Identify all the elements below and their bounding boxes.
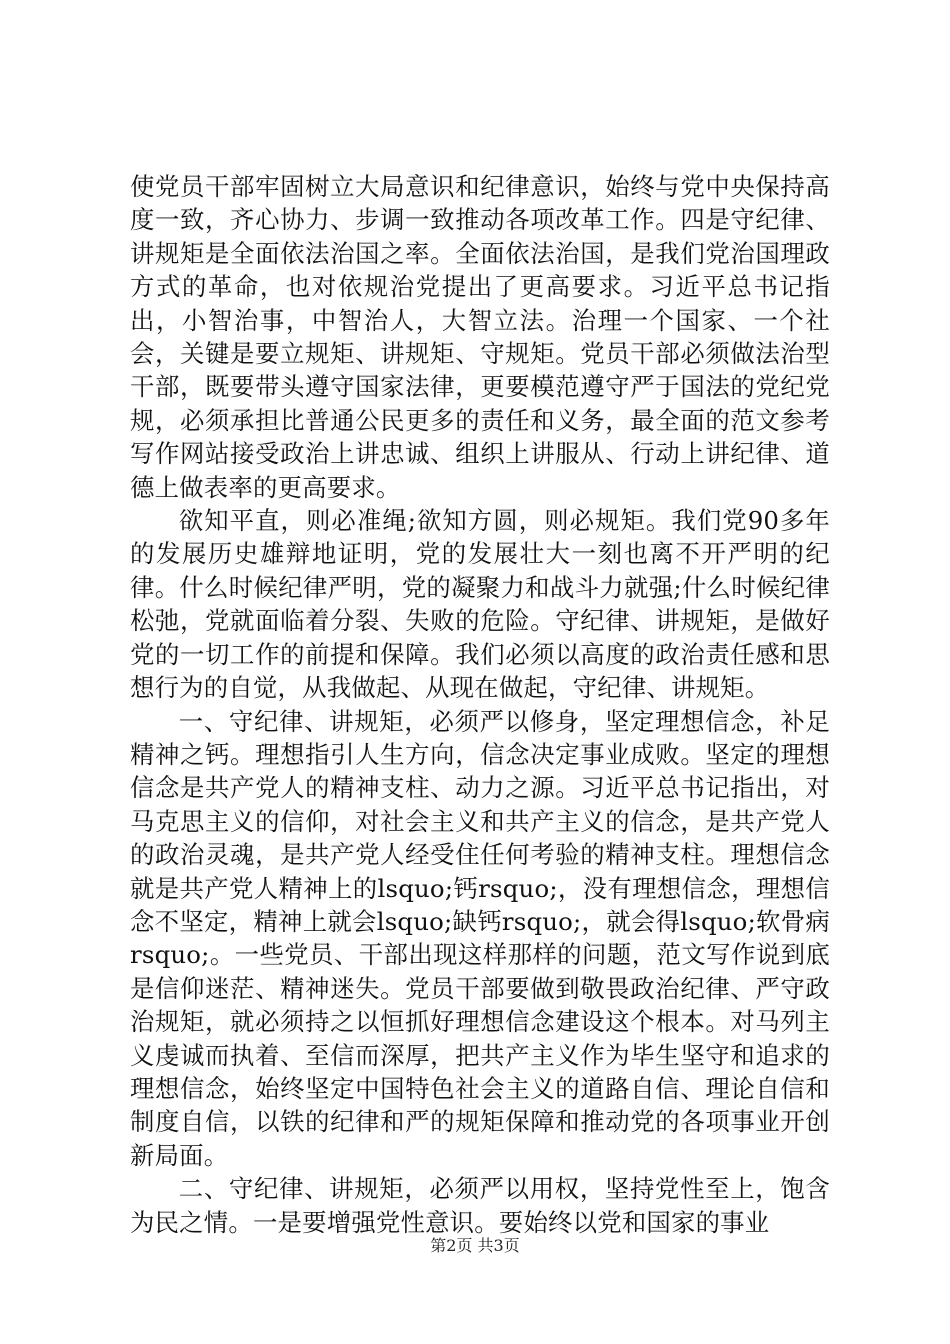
page-footer: 第2页 共3页 xyxy=(430,1236,520,1255)
paragraph-4: 二、守纪律、讲规矩，必须严以用权，坚持党性至上，饱含为民之情。一是要增强党性意识。要始终以党和国家的事业 xyxy=(130,1174,830,1237)
paragraph-1: 使党员干部牢固树立大局意识和纪律意识，始终与党中央保持高度一致，齐心协力、步调一致推动各项改革工作。四是守纪律、讲规矩是全面依法治国之率。全面依法治国，是我们党治国理政方式的革命，也对依规治党提出了更高要求。习近平总书记指出，小智治事，中智治人，大智立法。治理一个国家、一个社会，关键是要立规矩、讲规矩、守规矩。党员干部必须做法治型干部，既要带头遵守国家法律，更要模范遵守严于国法的党纪党规，必须承担比普通公民更多的责任和义务，最全面的范文参考写作网站接受政治上讲忠诚、组织上讲服从、行动上讲纪律、道德上做表率的更高要求。 xyxy=(130,172,830,502)
document-body xyxy=(130,170,830,1239)
paragraph-2: 欲知平直，则必准绳;欲知方圆，则必规矩。我们党90多年的发展历史雄辩地证明，党的发展壮大一刻也离不开严明的纪律。什么时候纪律严明，党的凝聚力和战斗力就强;什么时候纪律松弛，党就面临着分裂、失败的危险。守纪律、讲规矩，是做好党的一切工作的前提和保障。我们必须以高度的政治责任感和思想行为的自觉，从我做起、从现在做起，守纪律、讲规矩。 xyxy=(130,506,830,703)
paragraph-3: 一、守纪律、讲规矩，必须严以修身，坚定理想信念，补足精神之钙。理想指引人生方向，信念决定事业成败。坚定的理想信念是共产党人的精神支柱、动力之源。习近平总书记指出，对马克思主义的信仰，对社会主义和共产主义的信念，是共产党人的政治灵魂，是共产党人经受住任何考验的精神支柱。理想信念就是共产党人精神上的lsquo;钙rsquo;，没有理想信念，理想信念不坚定，精神上就会lsquo;缺钙rsquo;，就会得lsquo;软骨病rsquo;。一些党员、干部出现这样那样的问题，范文写作说到底是信仰迷茫、精神迷失。党员干部要做到敬畏政治纪律、严守政治规矩，就必须持之以恒抓好理想信念建设这个根本。对马列主义虔诚而执着、至信而深厚，把共产主义作为毕生坚守和追求的理想信念，始终坚定中国特色社会主义的道路自信、理论自信和制度自信，以铁的纪律和严的规矩保障和推动党的各项事业开创新局面。 xyxy=(130,706,830,1170)
